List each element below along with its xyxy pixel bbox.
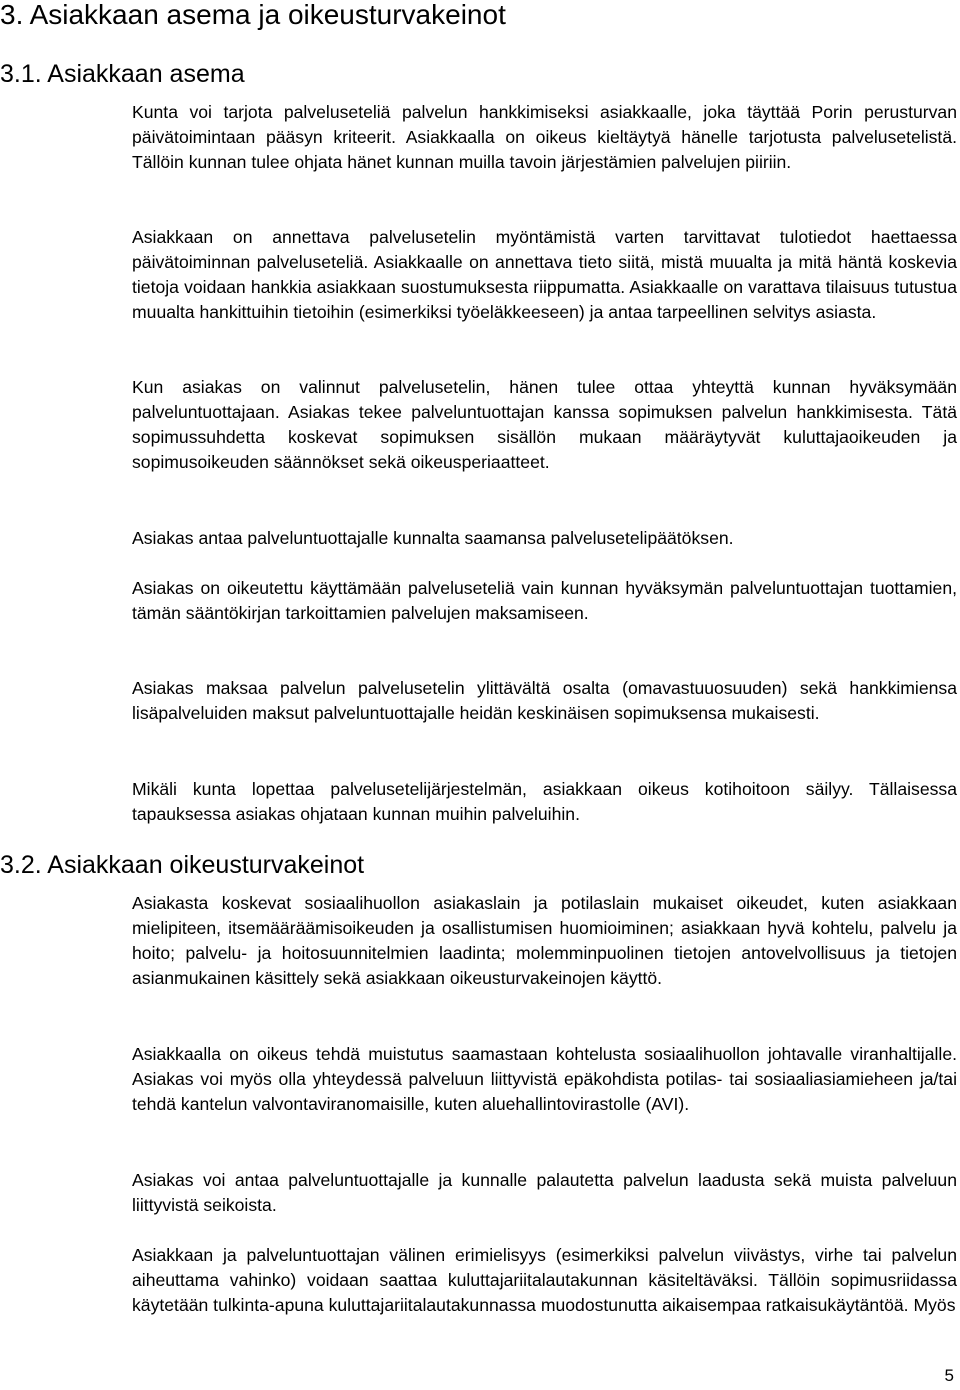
- paragraph: Asiakkaalla on oikeus tehdä muistutus saamastaan kohtelusta sosiaalihuollon johtavalle viranhaltijalle. Asiakas voi myös olla yhteydessä palveluun liittyvistä epäkohdista potilas- tai sosiaaliasiamieheen ja/tai tehdä kantelun valvontaviranomaisille, kuten aluehallintovirastolle (AVI).: [132, 1044, 957, 1114]
- paragraph: Asiakas on oikeutettu käyttämään palveluseteliä vain kunnan hyväksymän palveluntuottajan tuottamien, tämän sääntökirjan tarkoittamien palvelujen maksamiseen.: [132, 578, 957, 623]
- paragraph: Asiakkaan ja palveluntuottajan välinen erimielisyys (esimerkiksi palvelun viivästys, virhe tai palvelun aiheuttama vahinko) voidaan saattaa kuluttajariitalautakunnan käsiteltäväksi. Tällöin sopimusriidassa käytetään tulkinta-apuna kuluttajariitalautakunnassa muodostunutta aikaisempaa ratkaisukäytäntöä. Myös: [132, 1245, 957, 1315]
- paragraph: Asiakas voi antaa palveluntuottajalle ja kunnalle palautetta palvelun laadusta sekä muista palveluun liittyvistä seikoista.: [132, 1170, 957, 1215]
- section-heading-asiakkaan-asema: 3.1. Asiakkaan asema: [0, 60, 245, 88]
- chapter-heading: 3. Asiakkaan asema ja oikeusturvakeinot: [0, 0, 506, 30]
- paragraph: Asiakkaan on annettava palvelusetelin myöntämistä varten tarvittavat tulotiedot haettaessa päivätoiminnan palveluseteliä. Asiakkaalle on annettava tieto siitä, mistä muualta ja mitä häntä koskevia tietoja voidaan hankkia asiakkaan suostumuksesta riippumatta. Asiakkaalle on varattava tilaisuus tutustua muualta hankittuihin tietoihin (esimerkiksi työeläkkeeseen) ja antaa tarpeellinen selvitys asiasta.: [132, 227, 957, 322]
- paragraph: Kun asiakas on valinnut palvelusetelin, hänen tulee ottaa yhteyttä kunnan hyväksymään palveluntuottajaan. Asiakas tekee palveluntuottajan kanssa sopimuksen palvelun hankkimisesta. Tätä sopimussuhdetta koskevat sopimuksen sisällön mukaan määräytyvät kuluttajaoikeuden ja sopimusoikeuden säännökset sekä oikeusperiaatteet.: [132, 377, 957, 472]
- paragraph: Asiakas maksaa palvelun palvelusetelin ylittävältä osalta (omavastuuosuuden) sekä hankkimiensa lisäpalveluiden maksut palveluntuottajalle heidän keskinäisen sopimuksensa mukaisesti.: [132, 678, 957, 723]
- paragraph: Asiakas antaa palveluntuottajalle kunnalta saamansa palvelusetelipäätöksen.: [132, 528, 734, 548]
- page-number: 5: [944, 1366, 954, 1385]
- paragraph: Asiakasta koskevat sosiaalihuollon asiakaslain ja potilaslain mukaiset oikeudet, kuten asiakkaan mielipiteen, itsemääräämisoikeuden ja osallistumisen huomioiminen; asiakkaan hyvä kohtelu, palvelu ja hoito; palvelu- ja hoitosuunnitelmien laadinta; molemminpuolinen tietojen antovelvollisuus ja tietojen asianmukainen käsittely sekä asiakkaan oikeusturvakeinojen käyttö.: [132, 893, 957, 988]
- paragraph: Mikäli kunta lopettaa palvelusetelijärjestelmän, asiakkaan oikeus kotihoitoon säilyy. Tällaisessa tapauksessa asiakas ohjataan kunnan muihin palveluihin.: [132, 779, 957, 824]
- section-heading-oikeusturvakeinot: 3.2. Asiakkaan oikeusturvakeinot: [0, 851, 365, 879]
- paragraph: Kunta voi tarjota palveluseteliä palvelun hankkimiseksi asiakkaalle, joka täyttää Porin perusturvan päivätoimintaan pääsyn kriteerit. Asiakkaalla on oikeus kieltäytyä hänelle tarjotusta palvelusetelistä. Tällöin kunnan tulee ohjata hänet kunnan muilla tavoin järjestämien palvelujen piiriin.: [132, 102, 957, 172]
